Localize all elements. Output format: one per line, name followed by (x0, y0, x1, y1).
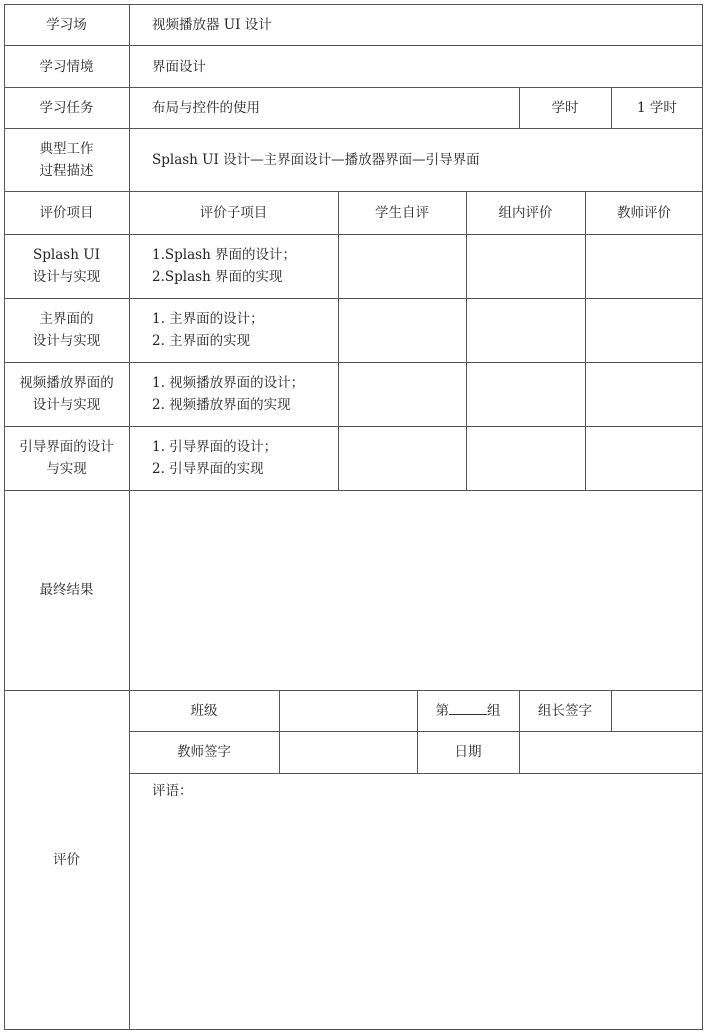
eval-item-sub1: 1. 引导界面的设计； (152, 439, 278, 455)
eval-item-name-line1: Splash UI (33, 247, 100, 263)
final-result-area[interactable] (130, 491, 702, 690)
class-field[interactable] (280, 691, 417, 731)
field-label: 学习场 (46, 17, 87, 33)
task-value: 布局与控件的使用 (152, 100, 260, 116)
eval-header-item: 评价项目 (39, 205, 94, 221)
field-value: 视频播放器 UI 设计 (152, 17, 272, 33)
eval-item-sub2: 2. 引导界面的实现 (152, 461, 264, 477)
eval-item-sub1: 1.Splash 界面的设计； (152, 247, 297, 263)
eval-item-name-line1: 视频播放界面的 (19, 375, 114, 391)
group-prefix: 第 (435, 703, 449, 719)
process-value: Splash UI 设计—主界面设计—播放器界面—引导界面 (152, 152, 480, 168)
eval-item-sub1: 1. 视频播放界面的设计； (152, 375, 305, 391)
date-field[interactable] (520, 732, 702, 773)
date-label: 日期 (454, 744, 482, 760)
task-label: 学习任务 (39, 100, 94, 116)
eval-item-sub2: 2.Splash 界面的实现 (152, 269, 283, 285)
class-label: 班级 (190, 703, 218, 719)
hours-label: 学时 (551, 100, 579, 116)
eval-item-name-line1: 引导界面的设计 (19, 439, 114, 455)
eval-header-subitem: 评价子项目 (199, 205, 268, 221)
eval-item-name-line2: 与实现 (46, 461, 87, 477)
context-value: 界面设计 (152, 59, 206, 75)
eval-item-name-line2: 设计与实现 (32, 397, 101, 413)
comment-label: 评语： (152, 783, 193, 799)
comment-area[interactable] (130, 804, 702, 1029)
teacher-sign-label: 教师签字 (177, 744, 231, 760)
eval-item-sub2: 2. 视频播放界面的实现 (152, 397, 291, 413)
leader-sign-field[interactable] (612, 691, 702, 731)
group-number (417, 700, 519, 722)
final-result-label: 最终结果 (39, 582, 94, 598)
eval-header-self: 学生自评 (375, 205, 429, 221)
eval-header-teacher: 教师评价 (617, 205, 671, 221)
context-label: 学习情境 (39, 59, 94, 75)
learning-evaluation-form (4, 4, 703, 1030)
group-number-blank[interactable] (449, 700, 487, 715)
eval-item-name-line1: 主界面的 (39, 311, 94, 327)
evaluation-label: 评价 (53, 852, 80, 868)
teacher-sign-field[interactable] (280, 732, 417, 773)
process-label-line1: 典型工作 (39, 141, 94, 157)
eval-header-group: 组内评价 (498, 205, 553, 221)
leader-sign-label: 组长签字 (538, 703, 592, 719)
eval-item-sub1: 1. 主界面的设计； (152, 311, 264, 327)
process-label-line2: 过程描述 (39, 163, 94, 179)
group-suffix: 组 (487, 703, 501, 719)
eval-item-name-line2: 设计与实现 (32, 269, 101, 285)
eval-item-sub2: 2. 主界面的实现 (152, 333, 251, 349)
eval-item-name-line2: 设计与实现 (32, 333, 101, 349)
hours-value: 1 学时 (637, 100, 677, 116)
